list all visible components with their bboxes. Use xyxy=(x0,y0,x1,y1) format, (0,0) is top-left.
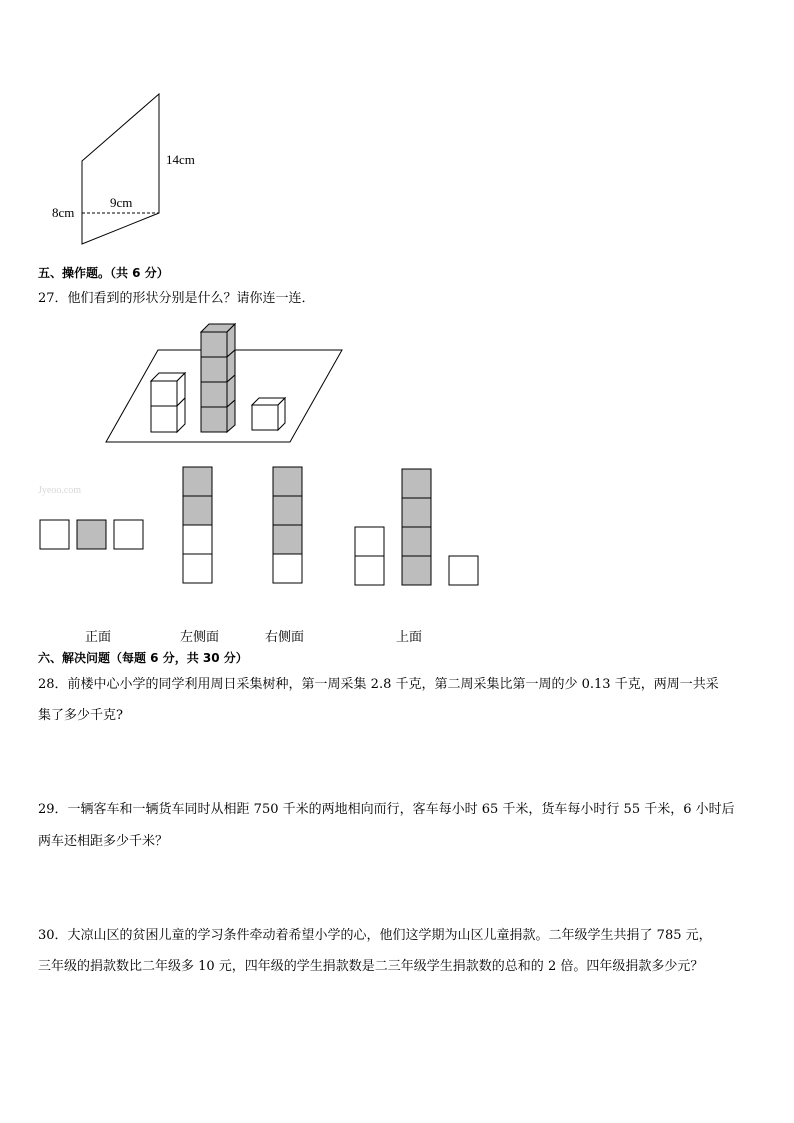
question-27: 27．他们看到的形状分别是什么？请你连一连． xyxy=(38,291,315,306)
view-option-column-b xyxy=(273,467,302,583)
question-29-line2: 两车还相距多少千米？ xyxy=(38,834,169,849)
tall-stack xyxy=(201,324,235,432)
question-30-line2: 三年级的捐款数比二年级多 10 元，四年级的学生捐款数是二三年级学生捐款数的总和的 2 倍。四年级捐款多少元？ xyxy=(38,959,704,974)
view-label-left: 左侧面 xyxy=(180,630,220,645)
section5-heading: 五、操作题。（共 6 分） xyxy=(38,266,169,280)
question-28-line1: 28．前楼中心小学的同学利用周日采集树种，第一周采集 2.8 千克，第二周采集比第一周的少 0.13 千克，两周一共采 xyxy=(38,677,719,692)
single-cube xyxy=(252,398,285,430)
view-label-right: 右侧面 xyxy=(265,630,305,645)
view-label-front: 正面 xyxy=(85,630,112,645)
view-option-mixed xyxy=(355,469,478,585)
watermark: Jyeoo.com xyxy=(38,485,82,496)
trapezoid-left-label: 8cm xyxy=(52,205,75,220)
question-28-line2: 集了多少千克? xyxy=(38,708,123,723)
question-29-line1: 29．一辆客车和一辆货车同时从相距 750 千米的两地相向而行，客车每小时 65 千米，货车每小时行 55 千米，6 小时后 xyxy=(38,802,735,817)
view-option-row xyxy=(40,520,143,549)
trapezoid-height-label: 14cm xyxy=(166,152,195,167)
view-option-column-a xyxy=(183,467,212,583)
view-label-top: 上面 xyxy=(396,630,423,645)
section6-heading: 六、解决问题（每题 6 分，共 30 分） xyxy=(38,651,248,665)
cube-scene xyxy=(106,324,342,442)
trapezoid-top-label: 9cm xyxy=(110,195,133,210)
left-stack xyxy=(151,373,185,432)
trapezoid-figure xyxy=(82,94,159,244)
question-30-line1: 30．大凉山区的贫困儿童的学习条件牵动着希望小学的心，他们这学期为山区儿童捐款。二年级学生共捐了 785 元， xyxy=(38,928,712,943)
